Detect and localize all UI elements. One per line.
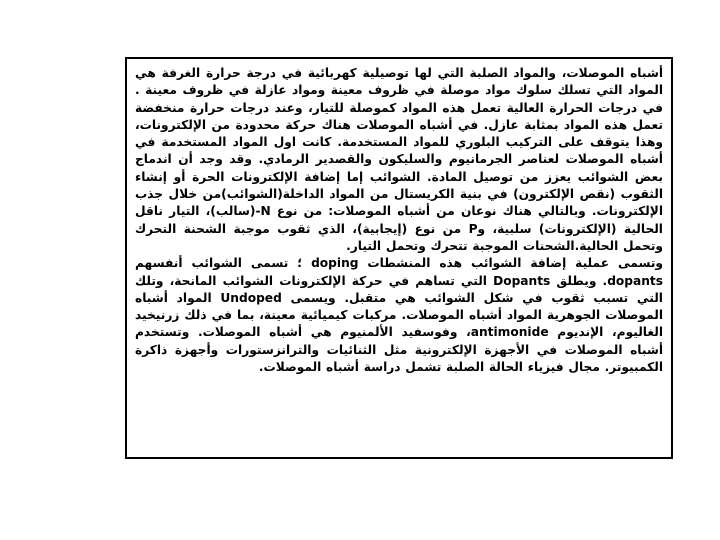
text-box: [125, 57, 673, 459]
paragraph-semiconductors-intro: أشباه الموصلات، والمواد الصلبة التي لها توصيلية كهربائية في درجة حرارة الغرفة هي المواد التي تسلك سلوك مواد موصلة في ظروف معينة ومواد عازلة في ظروف معينة . في درجات الحرارة العالية تعمل هذه المواد كموصلة للتيار، وعند درجات حرارة منخفضة تعمل هذه المواد بمثابة عازل. في أشباه الموصلات هناك حركة محدودة من الإلكترونات، وهذا يتوقف على التركيب البلوري للمواد المستخدمة. كانت اول المواد المستخدمة في أشباه الموصلات لعناصر الجرمانيوم والسليكون والقصدير الرمادي. وقد وجد أن اندماج بعض الشوائب يعزز من توصيل المادة. الشوائب إما إضافة الإلكترونات الحرة أو إنشاء الثقوب (نقص الإلكترون) في بنية الكريستال من المواد الداخلة(الشوائب)من خلال جذب الإلكترونات. وبالتالي هناك نوعان من أشباه الموصلات: من نوع N-(سالب)، التيار ناقل الحالية (الإلكترونات) سلبية، وP من نوع (إيجابية)، الذي ثقوب موجبة الشحنة التحرك وتحمل الحالية.الشحنات الموجبة تتحرك وتحمل التيار.: [135, 66, 663, 253]
paragraph-doping: وتسمى عملية إضافة الشوائب هذه المنشطات doping ؛ تسمى الشوائب أنفسهم dopants. ويطلق Dopants التي تساهم في حركة الإلكترونات الشوائب المانحة، وتلك التي تسبب ثقوب في شكل الشوائب هي متقبل. ويسمى Undoped المواد أشباه الموصلات الجوهرية المواد أشباه الموصلات. مركبات كيميائية معينة، بما في ذلك زرنيخيد الغاليوم، الإنديوم antimonide، وفوسفيد الألمنيوم هي أشباه الموصلات. وتستخدم أشباه الموصلات في الأجهزة الإلكترونية مثل الثنائيات والترانزستورات وأجهزة ذاكرة الكمبيوتر. مجال فيزياء الحالة الصلبة تشمل دراسة أشباه الموصلات.: [135, 256, 664, 375]
